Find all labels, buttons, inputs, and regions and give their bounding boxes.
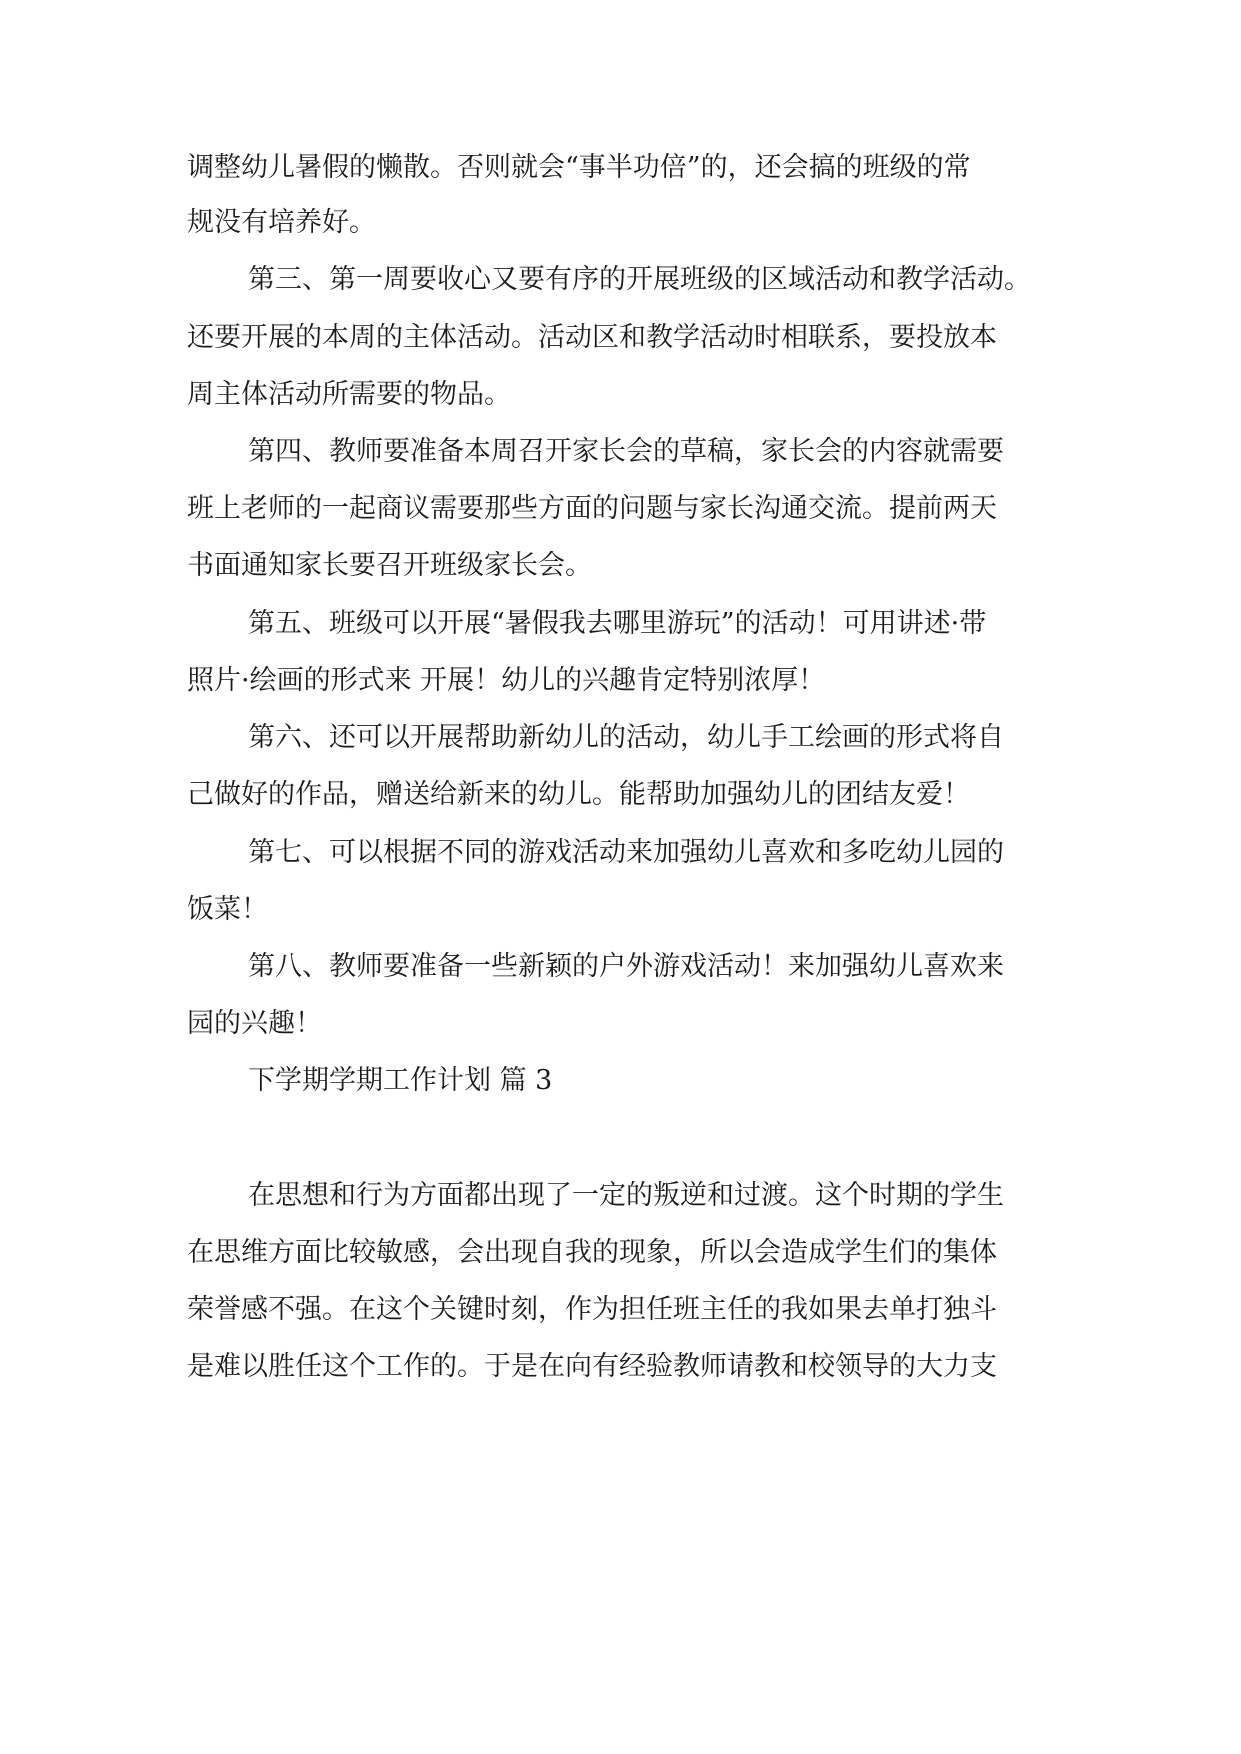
text-line: 照片·绘画的形式来 开展！幼儿的兴趣肯定特别浓厚！ (187, 665, 826, 696)
text-line: 己做好的作品，赠送给新来的幼儿。能帮助加强幼儿的团结友爱！ (187, 779, 970, 810)
text-line: 周主体活动所需要的物品。 (187, 379, 511, 410)
text-line: 饭菜！ (187, 894, 268, 925)
paragraph-start: 第七、可以根据不同的游戏活动来加强幼儿喜欢和多吃幼儿园的 (248, 837, 1004, 868)
text-line: 规没有培养好。 (187, 207, 376, 238)
text-line: 调整幼儿暑假的懒散。否则就会“事半功倍”的，还会搞的班级的常 (187, 152, 971, 183)
text-line: 园的兴趣！ (187, 1008, 322, 1039)
text-line: 荣誉感不强。在这个关键时刻，作为担任班主任的我如果去单打独斗 (187, 1294, 997, 1325)
text-line: 在思维方面比较敏感，会出现自我的现象，所以会造成学生们的集体 (187, 1237, 997, 1268)
section-heading: 下学期学期工作计划 篇 3 (248, 1065, 553, 1096)
paragraph-start: 第三、第一周要收心又要有序的开展班级的区域活动和教学活动。 (248, 264, 1031, 295)
paragraph-start: 第八、教师要准备一些新颖的户外游戏活动！来加强幼儿喜欢来 (248, 951, 1004, 982)
text-line: 班上老师的一起商议需要那些方面的问题与家长沟通交流。提前两天 (187, 493, 997, 524)
text-line: 书面通知家长要召开班级家长会。 (187, 550, 592, 581)
paragraph-start: 第五、班级可以开展“暑假我去哪里游玩”的活动！可用讲述·带 (248, 608, 987, 639)
paragraph-start: 在思想和行为方面都出现了一定的叛逆和过渡。这个时期的学生 (248, 1180, 1004, 1211)
paragraph-start: 第四、教师要准备本周召开家长会的草稿，家长会的内容就需要 (248, 436, 1004, 467)
text-line: 是难以胜任这个工作的。于是在向有经验教师请教和校领导的大力支 (187, 1351, 997, 1382)
paragraph-start: 第六、还可以开展帮助新幼儿的活动，幼儿手工绘画的形式将自 (248, 722, 1004, 753)
text-line: 还要开展的本周的主体活动。活动区和教学活动时相联系，要投放本 (187, 322, 997, 353)
